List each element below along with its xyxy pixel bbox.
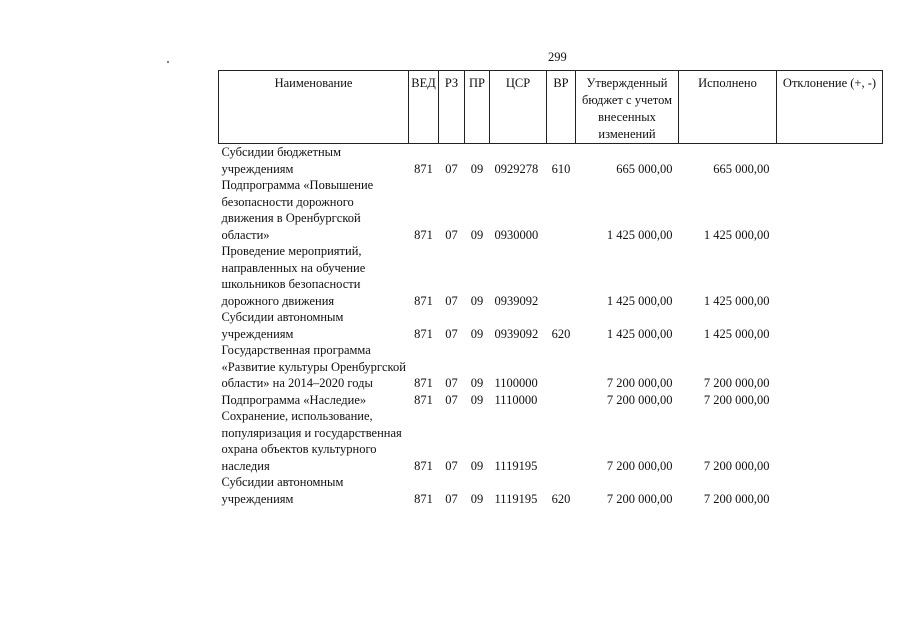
header-approved: Утвержденный бюджет с учетом внесенных изменений <box>576 71 679 144</box>
cell-ved: 871 <box>414 326 433 341</box>
cell-vr: 620 <box>551 491 571 506</box>
cell-approved: 1 425 000,00 <box>606 326 673 341</box>
table-row <box>219 408 883 474</box>
cell-deviation <box>777 243 883 309</box>
cell-pr: 09 <box>470 392 484 407</box>
cell-ved: 871 <box>414 227 433 242</box>
table-row <box>219 177 883 243</box>
cell-name: Сохранение, использование, популяризация и государственная охрана объектов культурного наследия <box>221 409 402 473</box>
cell-csr: 0939092 <box>494 293 539 308</box>
cell-name: Государственная программа «Развитие культуры Оренбургской области» на 2014–2020 годы <box>221 343 406 390</box>
cell-vr <box>547 342 576 392</box>
cell-ved: 871 <box>414 161 433 176</box>
cell-rz: 07 <box>445 491 458 506</box>
header-ved: ВЕД <box>409 71 439 144</box>
cell-rz: 07 <box>445 376 458 390</box>
cell-name: Субсидии автономным учреждениям <box>221 475 344 506</box>
cell-rz: 07 <box>445 326 458 341</box>
cell-pr: 09 <box>470 326 484 341</box>
cell-approved: 7 200 000,00 <box>606 458 673 473</box>
cell-pr: 09 <box>470 491 484 506</box>
header-deviation: Отклонение (+, -) <box>777 71 883 144</box>
cell-vr: 620 <box>551 326 571 341</box>
cell-pr: 09 <box>470 161 484 176</box>
cell-vr <box>547 177 576 243</box>
cell-executed: 1 425 000,00 <box>703 293 770 308</box>
cell-name: Субсидии автономным учреждениям <box>221 310 344 341</box>
cell-executed: 7 200 000,00 <box>703 376 770 390</box>
cell-rz: 07 <box>445 392 458 407</box>
cell-approved: 7 200 000,00 <box>606 392 673 407</box>
cell-csr: 1119195 <box>494 491 538 506</box>
cell-deviation <box>777 342 883 392</box>
cell-executed: 7 200 000,00 <box>703 458 770 473</box>
table-row <box>219 309 883 342</box>
cell-pr: 09 <box>470 227 484 242</box>
cell-name: Подпрограмма «Повышение безопасности дорожного движения в Оренбургской области» <box>221 178 374 242</box>
cell-ved: 871 <box>414 376 433 390</box>
table-header-row <box>219 71 883 144</box>
cell-vr <box>547 243 576 309</box>
table-row <box>219 474 883 507</box>
cell-executed: 665 000,00 <box>713 161 770 176</box>
cell-ved: 871 <box>414 458 433 473</box>
table-row <box>219 392 883 409</box>
table-row <box>219 144 883 178</box>
cell-name: Субсидии бюджетным учреждениям <box>221 145 341 176</box>
cell-rz: 07 <box>445 161 458 176</box>
cell-deviation <box>777 309 883 342</box>
cell-deviation <box>777 392 883 409</box>
table-body <box>219 144 883 508</box>
cell-approved: 665 000,00 <box>616 161 673 176</box>
cell-name: Проведение мероприятий, направленных на обучение школьников безопасности дорожного движения <box>221 244 366 308</box>
header-csr: ЦСР <box>490 71 547 144</box>
cell-deviation <box>777 408 883 474</box>
cell-rz: 07 <box>445 458 458 473</box>
cell-ved: 871 <box>414 491 433 506</box>
header-rz: РЗ <box>439 71 465 144</box>
header-pr: ПР <box>465 71 490 144</box>
cell-executed: 7 200 000,00 <box>703 392 770 407</box>
cell-csr: 1100000 <box>494 376 538 390</box>
cell-ved: 871 <box>414 392 433 407</box>
cell-approved: 1 425 000,00 <box>606 227 673 242</box>
cell-executed: 1 425 000,00 <box>703 326 770 341</box>
cell-pr: 09 <box>470 458 484 473</box>
table-row <box>219 243 883 309</box>
cell-vr <box>547 392 576 409</box>
cell-name: Подпрограмма «Наследие» <box>221 392 367 407</box>
cell-ved: 871 <box>414 293 433 308</box>
cell-vr: 610 <box>551 161 571 176</box>
page-number: 299 <box>548 50 567 64</box>
cell-approved: 1 425 000,00 <box>606 293 673 308</box>
cell-rz: 07 <box>445 227 458 242</box>
cell-csr: 0929278 <box>494 161 539 176</box>
cell-csr: 0930000 <box>494 227 539 242</box>
header-vr: ВР <box>547 71 576 144</box>
cell-approved: 7 200 000,00 <box>606 376 673 390</box>
header-executed: Исполнено <box>679 71 777 144</box>
cell-vr <box>547 408 576 474</box>
cell-csr: 1119195 <box>494 458 538 473</box>
cell-executed: 1 425 000,00 <box>703 227 770 242</box>
cell-deviation <box>777 177 883 243</box>
cell-executed: 7 200 000,00 <box>703 491 770 506</box>
header-name: Наименование <box>219 71 409 144</box>
cell-csr: 1110000 <box>494 392 538 407</box>
cell-approved: 7 200 000,00 <box>606 491 673 506</box>
cell-pr: 09 <box>470 376 484 390</box>
scan-speck <box>167 61 169 63</box>
budget-table <box>218 70 883 507</box>
cell-deviation <box>777 144 883 178</box>
cell-rz: 07 <box>445 293 458 308</box>
table-row <box>219 342 883 392</box>
cell-pr: 09 <box>470 293 484 308</box>
cell-deviation <box>777 474 883 507</box>
cell-csr: 0939092 <box>494 326 539 341</box>
